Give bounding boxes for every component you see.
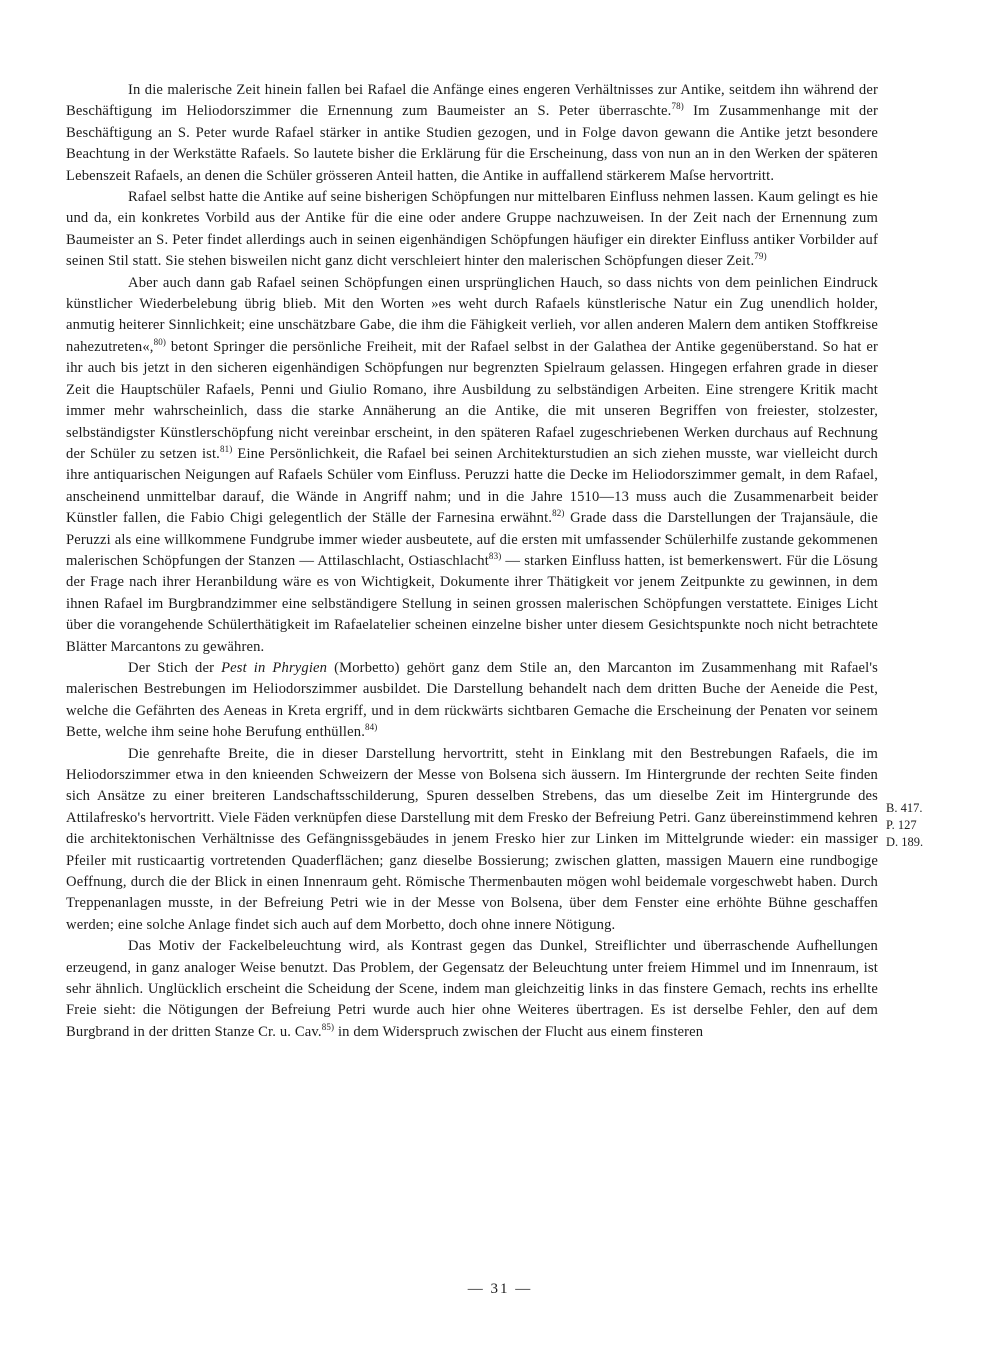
margin-ref-d: D. 189. (886, 835, 924, 849)
text-segment: In die malerische Zeit hinein fallen bei Rafael die Anfänge eines engeren Verhältnisses zur Antike, seitdem ihn während der Beschäftigung im Heliodorszimmer die Ernennung zum Baumeister an S. Peter überraschte. (66, 82, 878, 120)
paragraph (66, 658, 878, 744)
italic-title: Pest in Phrygien (221, 659, 328, 676)
paragraph (66, 744, 878, 937)
footnote-reference: 78) (671, 101, 684, 112)
text-segment: (Morbetto) gehört ganz dem Stile an, den Marcanton im Zusammenhang mit Rafael's malerischen Bestrebungen im Heliodorszimmer ausbildet. Die Darstellung behandelt nach dem dritten Buche der Aeneide die Pest, welche die Gefährten des Aeneas in Kreta ergriff, und in dem rückwärts sichtbaren Gemache die Erscheinung der Penaten vor seinem Bette, welche ihm seine hohe Berufung enthüllen. (66, 659, 878, 741)
margin-references (886, 800, 946, 851)
footnote-reference: 82) (552, 508, 565, 519)
footnote-reference: 80) (153, 337, 167, 348)
paragraph (66, 187, 878, 273)
margin-ref-p: P. 127 (886, 818, 917, 832)
footnote-reference: 79) (754, 251, 767, 262)
footnote-reference: 84) (365, 722, 378, 733)
text-segment: Im Zusammenhange mit der Beschäftigung an S. Peter wurde Rafael stärker in antike Studien gezogen, und in Folge davon gewann die Antike jetzt besondere Beachtung in der Werkstätte Rafaels. So lautete bisher die Erklärung für die Erscheinung, dass von nun an in den Werken der späteren Lebenszeit Rafaels, an denen die Schüler grösseren Anteil hatten, die Antike in auffallend stärkerem Maſse hervortritt. (66, 103, 878, 184)
paragraph (66, 80, 878, 187)
text-segment: Eine Persönlichkeit, die Rafael bei seinen Architekturstudien an sich ziehen musste, war vielleicht durch ihre antiquarischen Neigungen auf Rafaels Schüler vom Einfluss. Peruzzi hatte die Decke im Heliodorszimmer gemalt, in dem Rafael, anscheinend unmittelbar darauf, die Wände in Angriff nahm; und in die Jahre 1510—13 muss auch die Zusammenarbeit beider Künstler fallen, die Fabio Chigi gelegentlich der Ställe der Farnesina erwähnt. (66, 445, 878, 527)
text-segment: Das Motiv der Fackelbeleuchtung wird, als Kontrast gegen das Dunkel, Streiflichter und überraschende Aufhellungen erzeugend, in ganz analoger Weise benutzt. Das Problem, der Gegensatz der Beleuchtung unter freiem Himmel und im Innenraum, ist sehr ähnlich. Unglücklich erscheint die Scheidung der Scene, indem man gleichzeitig links in das finstere Gemach, rechts ins erhellte Freie sieht: die Nötigungen der Befreiung Petri wurde auch hier ohne Weiteres übertragen. Es ist derselbe Fehler, den auf dem Burgbrand in der dritten Stanze Cr. u. Cav. (66, 938, 878, 1040)
text-segment: Aber auch dann gab Rafael seinen Schöpfungen einen ursprünglichen Hauch, so dass nichts von dem peinlichen Eindruck künstlicher Wiederbelebung übrig blieb. Mit den Worten »es weht durch Rafaels künstlerische Natur ein Zug unendlich holder, anmutig heiterer Sinnlichkeit; eine unschätzbare Gabe, die ihm die Fähigkeit verlieh, vor allen anderen Malern dem antiken Stoffkreise nahezutreten«, (66, 274, 878, 355)
page-body (66, 80, 878, 1043)
margin-ref-b: B. 417. (886, 801, 923, 815)
text-segment: — starken Einfluss hatten, ist bemerkenswert. Für die Lösung der Frage nach ihrer Heranbildung wäre es von Wichtigkeit, Dokumente ihrer Thätigkeit vor jenem Zeitpunkte zu gewinnen, in dem ihnen Rafael im Burgbrandzimmer eine selbständigere Stellung in seinen grossen malerischen Schöpfungen verstattete. Einiges Licht über die vorangehende Schülerthätigkeit im Rafaelatelier scheinen einzelne bisher unter diesem Gesichtspunkte noch nicht betrachtete Blätter Marcantons zu gewähren. (66, 552, 878, 655)
text-segment: Rafael selbst hatte die Antike auf seine bisherigen Schöpfungen nur mittelbaren Einfluss nehmen lassen. Kaum gelingt es hie und da, ein konkretes Vorbild aus der Antike für die eine oder andere Gruppe nachzuweisen. In der Zeit nach der Ernennung zum Baumeister an S. Peter findet allerdings auch in seinen eigenhändigen Schöpfungen häufiger ein direkter Einfluss antiker Vorbilder auf seinen Stil statt. Sie stehen bisweilen nicht ganz dicht verschleiert hinter den malerischen Schöpfungen dieser Zeit. (66, 189, 878, 270)
text-segment: Grade dass die Darstellungen der Trajansäule, die Peruzzi als eine willkommene Fundgrube immer wieder ausbeutete, auf die ersten mit umfassender Schülerhilfe zustande gekommenen malerischen Schöpfungen der Stanzen — Attilaschlacht, Ostiaschlacht (66, 510, 878, 569)
page-number: — 31 — (467, 1281, 533, 1297)
paragraph (66, 273, 878, 658)
text-segment: Die genrehafte Breite, die in dieser Darstellung hervortritt, steht in Einklang mit den Bestrebungen Rafaels, die im Heliodorszimmer etwa in den knieenden Schweizern der Messe von Bolsena sich äussern. Im Hintergrunde der rechten Seite finden sich Ansätze zu einer breiteren Landschaftsschilderung, Spuren desselben Strebens, das um dieselbe Zeit im Hintergrunde des Attilafresko's hervortritt. Viele Fäden verknüpfen diese Darstellung mit dem Fresko der Befreiung Petri. Ganz übereinstimmend kehren die architektonischen Verhältnisse des Gefängnissgebäudes in jenem Fresko hier zur Linken im Mittelgrunde wieder: ein massiger Pfeiler mit rusticaartig vortretenden Quaderflächen; ganz dieselbe Bossierung; zwischen glatten, massigen Mauern eine rundbogige Oeffnung, durch die der Blick in einen Innenraum geht. Römische Thermenbauten mögen wohl beidemale vorgeschwebt haben. Durch Treppenanlagen musste, in der Befreiung Petri wie in der Messe von Bolsena, über dem Fenster eine erhöhte Bühne geschaffen werden; eine solche Anlage findet sich auch auf dem Morbetto, doch ohne innere Nötigung. (66, 745, 878, 933)
text-segment: in dem Widerspruch zwischen der Flucht aus einem finsteren (334, 1023, 704, 1040)
footnote-reference: 85) (321, 1022, 335, 1033)
text-segment: Der Stich der (128, 659, 222, 676)
text-segment: betont Springer die persönliche Freiheit, mit der Rafael selbst in der Galathea der Antike gegenüberstand. So hat er ihr auch bis jetzt in den sicheren eigenhändigen Schöpfungen nur begrenzten Spielraum gelassen. Hingegen erfahren grade in dieser Zeit die Hauptschüler Rafaels, Penni und Giulio Romano, ihre Ausbildung zu selbständigen Arbeiten. Eine strengere Kritik macht immer mehr wahrscheinlich, dass die starke Annäherung an die Antike, die mit unseren Begriffen von freiester, stolzester, selbständigster Künstlerschöpfung nicht vereinbar erscheint, in den späteren Rafael zugeschriebenen Werken durchaus auf Rechnung der Schüler zu setzen ist. (66, 338, 878, 462)
footnote-reference: 81) (219, 444, 233, 455)
footnote-reference: 83) (488, 551, 502, 562)
paragraph (66, 936, 878, 1043)
